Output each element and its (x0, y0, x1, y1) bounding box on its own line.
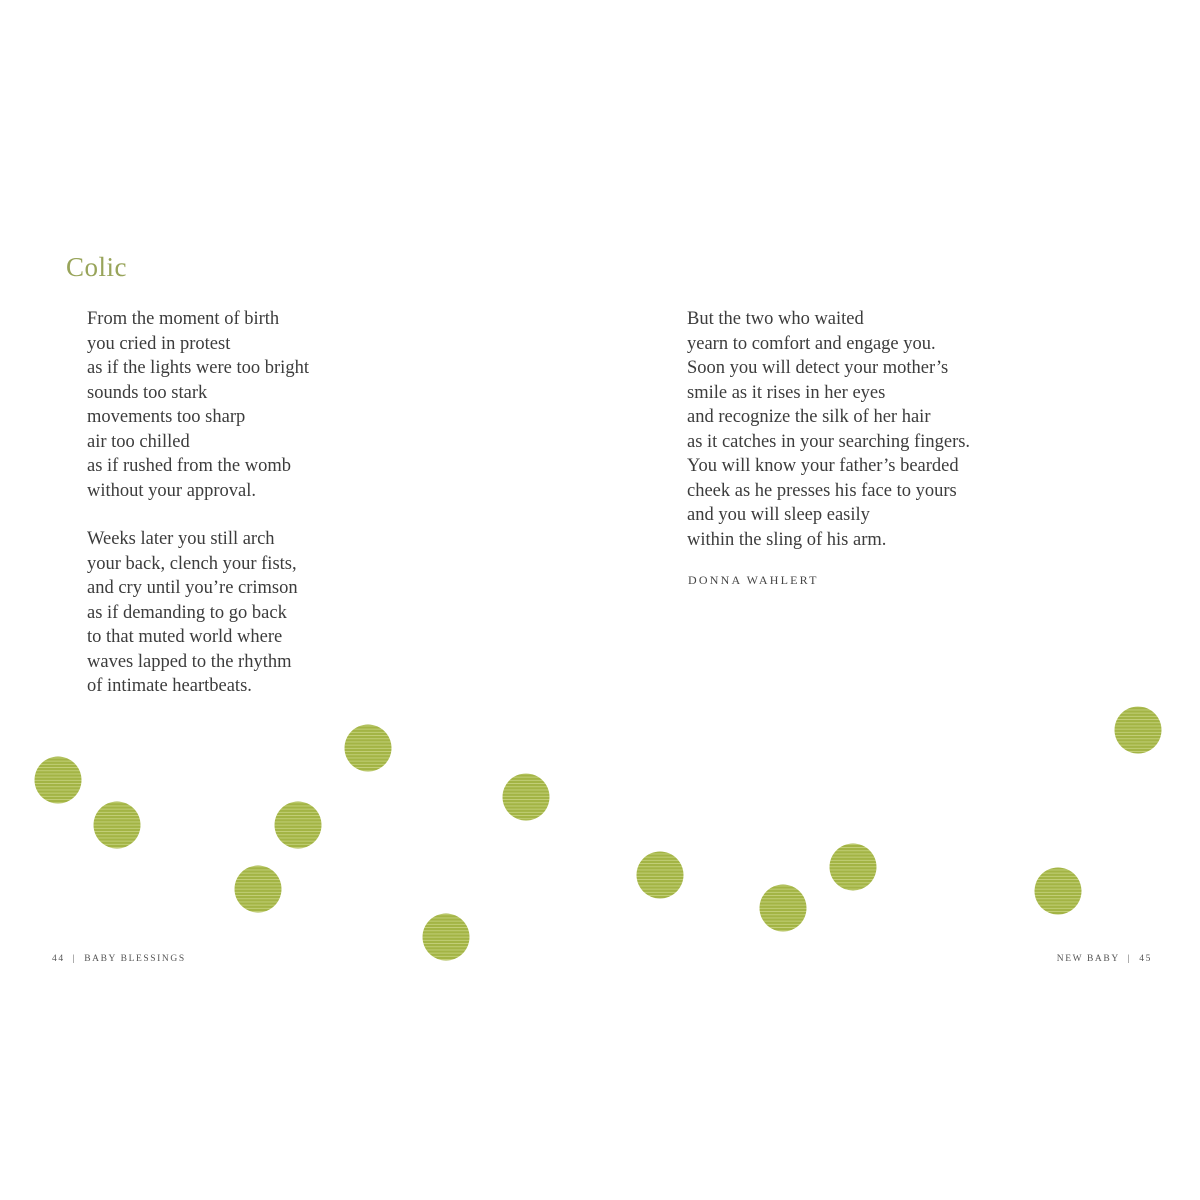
poem-line: sounds too stark (87, 382, 208, 403)
green-dot (275, 802, 322, 849)
poem-title: Colic (66, 252, 127, 282)
poem-author: DONNA WAHLERT (688, 573, 819, 587)
poem-line: and cry until you’re crimson (87, 578, 298, 598)
poem-line: without your approval. (87, 480, 257, 501)
poem-line: Weeks later you still arch (87, 529, 275, 549)
green-dot (235, 866, 282, 913)
green-dot (94, 802, 141, 849)
poem-line: Soon you will detect your mother’s (687, 358, 949, 378)
poem-line: you cried in protest (87, 333, 231, 354)
poem-line: as if the lights were too bright (87, 358, 309, 378)
green-dot (345, 725, 392, 772)
poem-line: air too chilled (87, 431, 190, 452)
green-dot (1035, 868, 1082, 915)
green-dot (35, 757, 82, 804)
poem-line: as it catches in your searching fingers. (687, 431, 971, 452)
left-page-number: 44 (52, 954, 65, 964)
poem-line: movements too sharp (87, 407, 246, 427)
poem-line: yearn to comfort and engage you. (687, 333, 936, 354)
right-page-number: 45 (1139, 954, 1152, 964)
poem-line: and you will sleep easily (687, 505, 870, 525)
poem-line: waves lapped to the rhythm (87, 651, 292, 672)
poem-line: within the sling of his arm. (687, 529, 887, 550)
poem-line: cheek as he presses his face to yours (687, 480, 957, 501)
poem-line: as if demanding to go back (87, 602, 287, 623)
green-dot (830, 844, 877, 891)
footer-separator: | (1127, 954, 1132, 964)
poem-line: and recognize the silk of her hair (687, 407, 931, 427)
poem-line: But the two who waited (687, 309, 864, 329)
poem-line: to that muted world where (87, 627, 283, 647)
footer-separator: | (72, 954, 77, 964)
right-running-head: NEW BABY (1056, 954, 1120, 964)
poem-line: smile as it rises in her eyes (687, 382, 886, 403)
poem-line: your back, clench your fists, (87, 553, 297, 574)
green-dot (423, 914, 470, 961)
green-dot (637, 852, 684, 899)
left-running-head: BABY BLESSINGS (84, 954, 186, 964)
green-dot (1115, 707, 1162, 754)
green-dot (760, 885, 807, 932)
poem-line: of intimate heartbeats. (87, 676, 252, 696)
right-page-footer (1057, 954, 1152, 964)
green-dot (503, 774, 550, 821)
poem-line: From the moment of birth (87, 309, 280, 329)
poem-line: as if rushed from the womb (87, 456, 291, 476)
left-page-footer (52, 954, 186, 964)
poem-line: You will know your father’s bearded (687, 456, 959, 476)
